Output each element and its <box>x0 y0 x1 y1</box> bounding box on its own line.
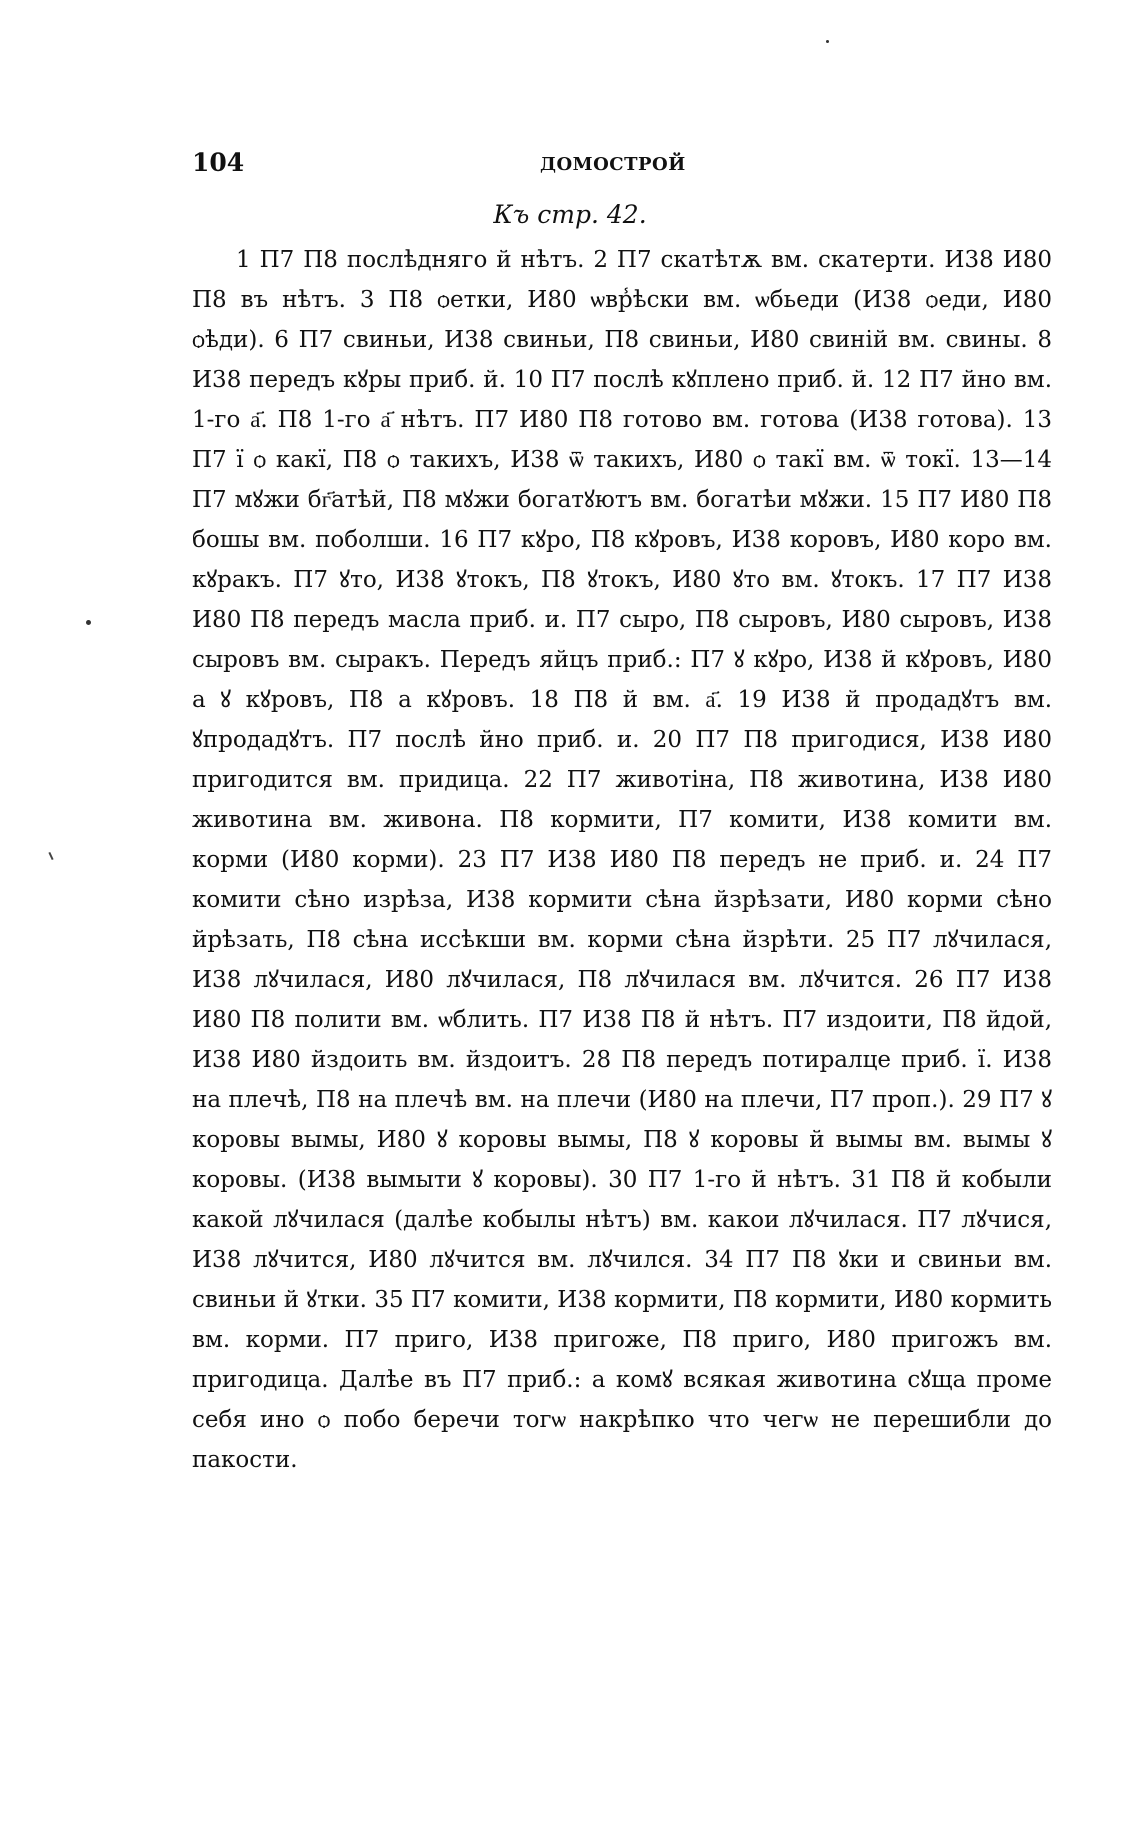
section-title: Къ стр. 42. <box>493 200 647 229</box>
note-line: П8 ѻ такихъ, И38 ѿ такихъ, И80 ѻ такї вм. ѿ токї. <box>342 447 961 473</box>
note-line: П7 лꙋчися, И38 лꙋчится, И80 лꙋчится вм. лꙋчился. 34 П7 <box>192 1207 1053 1273</box>
running-head: ДОМОСТРОЙ <box>540 154 686 175</box>
note-line: П7 И80 П8 готово вм. готова (И38 готова). 13 П7 ї ѻ какї, <box>192 407 1053 473</box>
note-line: йрѣзать, П8 сѣна иссѣкши вм. корми сѣна йзрѣти. 25 П7 <box>192 927 922 953</box>
margin-mark <box>48 852 53 860</box>
note-line: П8 ꙋтокъ, И80 ꙋто вм. ꙋтокъ. 17 П7 И38 И80 П8 передъ <box>192 567 1053 633</box>
note-line: продадꙋтъ вм. ꙋпродадꙋтъ. П7 послѣ йно приб. и. 20 П7 <box>192 687 1053 753</box>
note-line: лꙋчилася, И38 лꙋчилася, И80 лꙋчилася, П8 лꙋчилася вм. лꙋчится. <box>192 927 1053 993</box>
note-line: 26 П7 И38 И80 П8 полити вм. ѡблить. П7 И38 П8 й нѣтъ. <box>192 967 1053 1033</box>
note-line: а ꙋ кꙋровъ, П8 а кꙋровъ. 18 П8 й вм. а҃. 19 И38 й <box>192 687 861 713</box>
note-line: 1 П7 П8 послѣдняго й нѣтъ. 2 П7 скатѣтѫ вм. скатерти. <box>236 247 936 273</box>
note-line: вм. сыракъ. Передъ яйцъ приб.: П7 ꙋ кꙋро, И38 й кꙋровъ, И80 <box>288 647 1052 673</box>
note-line: И80 свиній вм. свины. 8 И38 передъ кꙋры приб. й. 10 П7 <box>192 327 1052 393</box>
note-line: пригоже, П8 приго, И80 пригожъ вм. пригодица. Далѣе въ П7 <box>192 1327 1053 1393</box>
note-line: ꙋ коровы вымы, П8 ꙋ коровы й вымы вм. вымы ꙋ коровы. <box>192 1127 1052 1193</box>
note-line: (И38 ѻеди, И80 ѻѣди). 6 П7 свиньи, И38 свиньи, П8 свиньи, <box>192 287 1053 353</box>
note-line: 23 П7 И38 И80 П8 передъ не приб. и. 24 П7 комити <box>192 847 1052 913</box>
note-line: П8 пригодися, И38 И80 пригодится вм. придица. 22 П7 <box>192 727 1053 793</box>
note-line: послѣ кꙋплено приб. й. 12 П7 йно вм. 1-го а҃. П8 1-го а҃ нѣтъ. <box>192 367 1053 433</box>
page-number: 104 <box>192 148 245 177</box>
note-line: животіна, П8 животина, И38 И80 животина вм. живона. П8 <box>192 767 1052 833</box>
margin-speck <box>86 620 91 625</box>
note-line: плечи (И80 на плечи, П7 проп.). 29 П7 ꙋ коровы вымы, И80 <box>192 1087 1052 1153</box>
note-line: кормити, П7 комити, И38 комити вм. корми (И80 корми). <box>192 807 1053 873</box>
note-line: П7 издоити, П8 йдой, И38 И80 йздоить вм. йздоитъ. 28 П8 <box>192 1007 1053 1073</box>
note-line: беречи тогѡ накрѣпко что чегѡ не перешибли до пакости. <box>192 1407 1053 1473</box>
note-line: кормити, П8 кормити, И80 кормить вм. корми. П7 приго, И38 <box>192 1287 1053 1353</box>
note-line: П8 ꙋки и свиньи вм. свиньи й ꙋтки. 35 П7 комити, И38 <box>192 1247 1053 1313</box>
note-line: масла приб. и. П7 сыро, П8 сыровъ, И80 сыровъ, И38 сыровъ <box>192 607 1053 673</box>
note-line: И38 И80 П8 въ нѣтъ. 3 П8 ѻетки, И80 ѡвр̾ѣски вм. ѡбьеди <box>192 247 1053 313</box>
note-line: приб.: а комꙋ всякая животина сꙋща проме себя ино ѻ побо <box>192 1367 1053 1433</box>
note-line: (И38 вымыти ꙋ коровы). 30 П7 1-го й нѣтъ. 31 П8 <box>297 1167 926 1193</box>
notes-body <box>192 240 1052 1480</box>
note-line: мꙋжи. 15 П7 И80 П8 бошы вм. поболши. 16 П7 кꙋро, <box>192 487 1052 553</box>
note-line: П8 кꙋровъ, И38 коровъ, И80 коро вм. кꙋрaкъ. П7 ꙋто, И38 ꙋтокъ, <box>192 527 1052 593</box>
note-line: й кобыли какой лꙋчилася (далѣе кобылы нѣтъ) вм. какои лꙋчилася. <box>192 1167 1052 1233</box>
note-line: сѣно изрѣза, И38 кормити сѣна йзрѣзати, И80 корми сѣно <box>294 887 1052 913</box>
note-line: передъ потиралце приб. ї. И38 на плечѣ, П8 на плечѣ вм. на <box>192 1047 1053 1113</box>
margin-speck <box>826 40 829 43</box>
note-line: 13—14 П7 мꙋжи бг҃атѣй, П8 мꙋжи богатꙋютъ вм. богатѣи <box>192 447 1052 513</box>
